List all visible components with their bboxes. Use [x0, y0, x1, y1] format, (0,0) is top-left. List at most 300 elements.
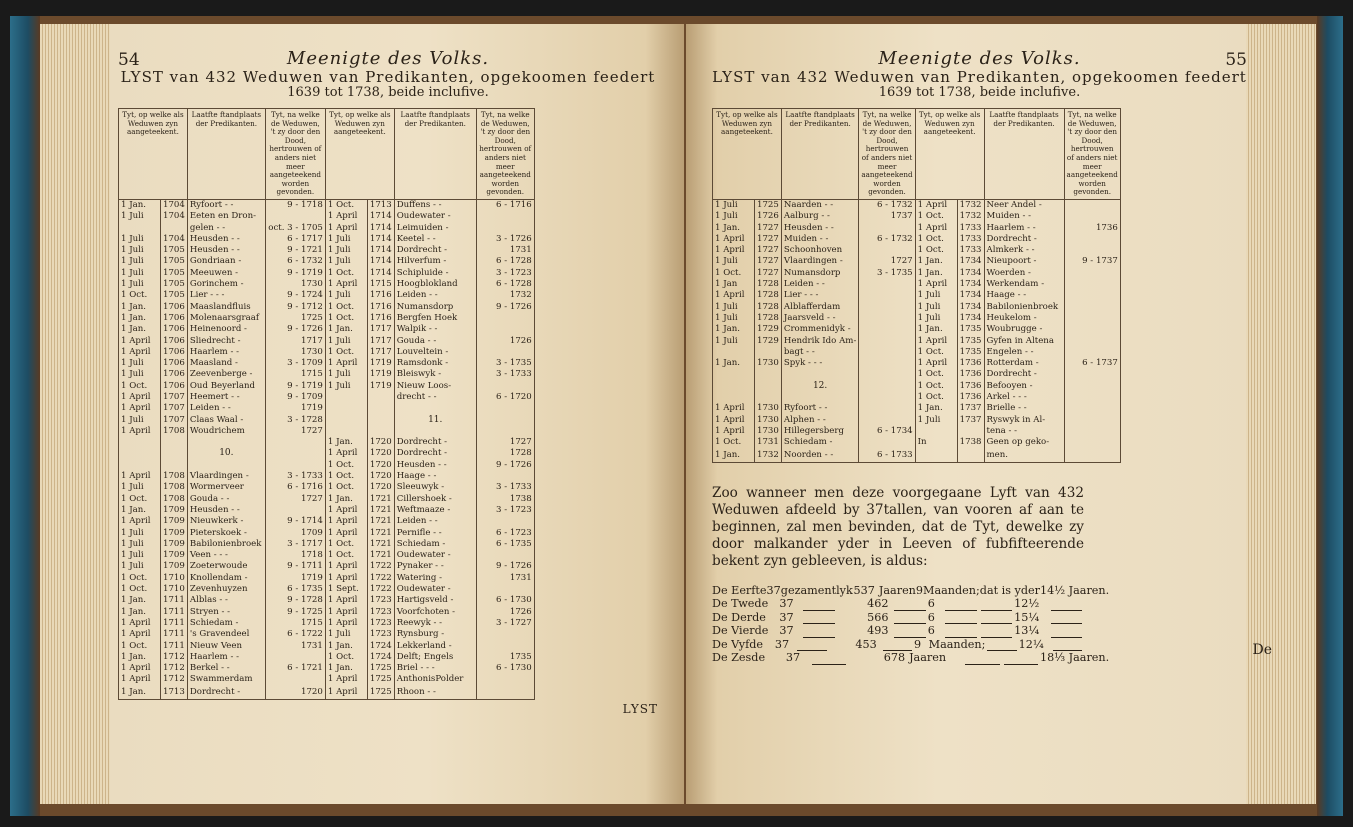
pastor-post: Cillershoek - [394, 494, 476, 505]
pastor-post: Pynaker - - [394, 561, 476, 572]
table-row [119, 313, 535, 324]
end-date [1064, 268, 1120, 279]
pastor-post: Hilverfum - [394, 256, 476, 267]
registered-year: 1717 [367, 336, 394, 347]
end-date [859, 290, 915, 301]
registered-date: 1 Juli [325, 256, 367, 267]
registered-year: 1724 [367, 652, 394, 663]
page-number: 54 [118, 50, 140, 70]
end-date: 1727 [859, 256, 915, 267]
registered-year: 1733 [957, 223, 984, 234]
registered-year: 1709 [161, 528, 188, 539]
registered-date: 1 Jan. [713, 358, 755, 369]
end-date: 1736 [1064, 223, 1120, 234]
registered-date: 1 Oct. [325, 539, 367, 550]
registered-year: 1734 [957, 302, 984, 313]
ditto-rule [1051, 611, 1082, 625]
end-date: 9 - 1726 [476, 302, 534, 313]
right-page-content [712, 24, 1247, 665]
left-page [40, 24, 684, 804]
summary-years: 493 [867, 624, 889, 638]
pastor-post: Hendrik Ido Am- [781, 336, 858, 347]
pastor-post: Duffens - - [394, 199, 476, 211]
pastor-post: Gyfen in Altena [984, 336, 1064, 347]
end-date [476, 686, 534, 700]
page-edges [1246, 24, 1316, 804]
pastor-post: Leiden - - [187, 403, 265, 414]
table-row [713, 448, 1121, 462]
end-date: 6 - 1732 [859, 234, 915, 245]
end-date: 1731 [265, 641, 325, 652]
registered-date: 1 Jan. [325, 437, 367, 448]
end-date [1064, 245, 1120, 256]
end-date: 1728 [476, 448, 534, 459]
registered-date: 1 Oct. [325, 302, 367, 313]
registered-year: 1722 [367, 584, 394, 595]
registered-year: 1720 [367, 437, 394, 448]
col-header-registered: Tyt, op welke als Weduwen zyn aangeteekent. [915, 109, 984, 200]
registered-date: 1 April [713, 426, 755, 437]
registered-date: 1 Oct. [915, 381, 957, 392]
end-date: 9 - 1726 [476, 460, 534, 471]
running-head [118, 24, 658, 70]
registered-year: 1714 [367, 223, 394, 234]
registered-date: 1 Jan. [325, 324, 367, 335]
pastor-post: Aalburg - - [781, 211, 858, 222]
pastor-post: Molenaarsgraaf [187, 313, 265, 324]
table-row [119, 256, 535, 267]
summary-month-unit: Maanden; [928, 637, 986, 651]
end-date: 9 - 1728 [265, 595, 325, 606]
pastor-post: Haage - - [394, 471, 476, 482]
registered-year: 1708 [161, 471, 188, 482]
registered-year [755, 392, 782, 403]
summary-count: 37 [779, 597, 794, 611]
table-row [119, 516, 535, 527]
pastor-post: Maaslandfluis [187, 302, 265, 313]
table-row [119, 652, 535, 663]
end-date [1064, 426, 1120, 437]
registered-year: 1734 [957, 268, 984, 279]
registered-year: 1714 [367, 211, 394, 222]
registered-date: 1 Juli [325, 336, 367, 347]
registered-year: 1713 [161, 686, 188, 700]
registered-year: 1708 [161, 482, 188, 493]
table-row [119, 629, 535, 640]
summary-average: 13¼ [1014, 624, 1040, 638]
registered-date: 1 Oct. [325, 313, 367, 324]
section-number: 12. [781, 381, 858, 392]
pastor-post: Knollendam - [187, 573, 265, 584]
registered-date: 1 April [915, 279, 957, 290]
summary-months: 9 [915, 583, 924, 597]
registered-year: 1706 [161, 369, 188, 380]
summary-unit: Jaaren [909, 651, 947, 665]
end-date: oct. 3 - 1705 [265, 223, 325, 234]
registered-date [119, 223, 161, 234]
list-title [712, 70, 1247, 100]
pastor-post: Sliedrecht - [187, 336, 265, 347]
pastor-post: Heusden - - [187, 234, 265, 245]
widows-table [712, 108, 1121, 463]
registered-date: 1 Juli [915, 313, 957, 324]
end-date: 3 - 1733 [265, 471, 325, 482]
table-row [713, 199, 1121, 211]
pastor-post: Leiden - - [394, 516, 476, 527]
table-row [119, 426, 535, 437]
end-date: 1726 [476, 336, 534, 347]
table-row [119, 618, 535, 629]
registered-year: 1709 [161, 539, 188, 550]
pastor-post: Babilonienbroek [984, 302, 1064, 313]
registered-date: 1 Oct. [325, 347, 367, 358]
summary-table [712, 583, 1110, 665]
end-date: 6 - 1721 [265, 663, 325, 674]
registered-year [367, 426, 394, 437]
registered-year: 1704 [161, 234, 188, 245]
registered-year [755, 369, 782, 380]
end-date: 3 - 1717 [265, 539, 325, 550]
end-date: 3 - 1723 [476, 268, 534, 279]
pastor-post: Crommenidyk - [781, 324, 858, 335]
end-date: 9 - 1711 [265, 561, 325, 572]
pastor-post: Delft; Engels [394, 652, 476, 663]
table-row [119, 460, 535, 471]
end-date: 9 - 1718 [265, 199, 325, 211]
pastor-post: Zeevenberge - [187, 369, 265, 380]
registered-year [755, 381, 782, 392]
ditto-rule [803, 611, 834, 625]
end-date: 9 - 1737 [1064, 256, 1120, 267]
end-date: 1732 [476, 290, 534, 301]
pastor-post: Gorinchem - [187, 279, 265, 290]
end-date: 1718 [265, 550, 325, 561]
table-row [119, 550, 535, 561]
end-date: 6 - 1716 [265, 482, 325, 493]
end-date [1064, 324, 1120, 335]
end-date: 3 - 1726 [476, 234, 534, 245]
registered-year: 1711 [161, 618, 188, 629]
registered-year: 1706 [161, 358, 188, 369]
summary-month-unit: Maanden; [923, 583, 980, 597]
pastor-post: Almkerk - - [984, 245, 1064, 256]
registered-date [713, 392, 755, 403]
pastor-post: Engelen - - [984, 347, 1064, 358]
registered-year: 1720 [367, 460, 394, 471]
end-date [859, 245, 915, 256]
col-header-post: Laatfte ftandplaats der Predikanten. [394, 109, 476, 200]
pastor-post: Rhoon - - [394, 686, 476, 700]
pastor-post: gelen - - [187, 223, 265, 234]
ditto-rule [945, 624, 976, 638]
end-date [1064, 403, 1120, 414]
registered-date: 1 Oct. [119, 573, 161, 584]
registered-date: 1 Oct. [713, 437, 755, 448]
pastor-post: Brielle - - [984, 403, 1064, 414]
registered-year: 1711 [161, 629, 188, 640]
end-date [265, 652, 325, 663]
pastor-post: Ryfoort - - [781, 403, 858, 414]
registered-year: 1738 [957, 437, 984, 448]
end-date: 6 - 1734 [859, 426, 915, 437]
table-row [713, 313, 1121, 324]
registered-year: 1728 [755, 279, 782, 290]
ditto-rule [894, 597, 925, 611]
table-row [119, 448, 535, 459]
registered-year: 1723 [367, 618, 394, 629]
table-row [713, 426, 1121, 437]
col-header-post: Laatfte ftandplaats der Predikanten. [781, 109, 858, 200]
pastor-post: Hartigsveld - [394, 595, 476, 606]
summary-row [712, 624, 1084, 638]
registered-year: 1709 [161, 550, 188, 561]
end-date [1064, 448, 1120, 462]
end-date: 9 - 1726 [476, 561, 534, 572]
pastor-post [781, 369, 858, 380]
pastor-post: Gouda - - [394, 336, 476, 347]
end-date: 6 - 1728 [476, 256, 534, 267]
table-row [713, 415, 1121, 426]
registered-year: 1711 [161, 607, 188, 618]
registered-date: 1 April [915, 223, 957, 234]
pastor-post: Oudewater - [394, 584, 476, 595]
registered-date: 1 Jan. [325, 641, 367, 652]
table-row [119, 471, 535, 482]
registered-year: 1733 [957, 234, 984, 245]
registered-date: 1 Oct. [325, 482, 367, 493]
pastor-post: Zevenhuyzen [187, 584, 265, 595]
pastor-post: Nieuw Veen [187, 641, 265, 652]
registered-year: 1721 [367, 550, 394, 561]
table-row [713, 234, 1121, 245]
registered-date: 1 Jan. [915, 403, 957, 414]
pastor-post [187, 437, 265, 448]
registered-year: 1713 [367, 199, 394, 211]
registered-date [713, 369, 755, 380]
registered-date: 1 Oct. [325, 652, 367, 663]
registered-date: 1 Juli [119, 245, 161, 256]
end-date [859, 279, 915, 290]
end-date: 3 - 1733 [476, 482, 534, 493]
registered-year: 1716 [367, 290, 394, 301]
registered-year: 1720 [367, 448, 394, 459]
registered-year: 1721 [367, 528, 394, 539]
summary-average: 12¼ [1018, 637, 1044, 651]
table-row [119, 403, 535, 414]
table-row [119, 494, 535, 505]
pastor-post: Walpik - - [394, 324, 476, 335]
table-row [713, 358, 1121, 369]
registered-date: 1 Jan. [713, 448, 755, 462]
pastor-post: Vlaardingen - [187, 471, 265, 482]
end-date [859, 302, 915, 313]
end-date: 6 - 1728 [476, 279, 534, 290]
registered-year: 1710 [161, 584, 188, 595]
registered-year: 1706 [161, 336, 188, 347]
registered-date [119, 437, 161, 448]
registered-year: 1719 [367, 369, 394, 380]
col-header-end: Tyt, na welke de Weduwen, 't zy door den Dood, hertrouwen of anders niet meer aangeteekend worden gevonden. [265, 109, 325, 200]
registered-date: 1 April [119, 392, 161, 403]
registered-year: 1736 [957, 392, 984, 403]
table-row [119, 415, 535, 426]
table-body [713, 199, 1121, 462]
pastor-post: Naarden - - [781, 199, 858, 211]
end-date [476, 471, 534, 482]
end-date [476, 324, 534, 335]
table-row [119, 663, 535, 674]
end-date: 6 - 1735 [265, 584, 325, 595]
table-row [119, 607, 535, 618]
end-date: 6 - 1723 [476, 528, 534, 539]
registered-date: 1 Oct. [915, 234, 957, 245]
registered-date: 1 Jan. [119, 324, 161, 335]
end-date [265, 505, 325, 516]
ditto-rule [965, 651, 999, 665]
pastor-post [394, 426, 476, 437]
table-row [119, 234, 535, 245]
table-row [119, 539, 535, 550]
pastor-post: Dordrecht - [394, 437, 476, 448]
summary-row [712, 597, 1084, 611]
registered-year: 1719 [367, 358, 394, 369]
registered-date: 1 April [119, 663, 161, 674]
pastor-post: Heukelom - [984, 313, 1064, 324]
right-page [686, 24, 1316, 804]
end-date [476, 641, 534, 652]
summary-unit: Jaaren [878, 583, 916, 597]
registered-date: 1 Oct. [325, 268, 367, 279]
end-date [859, 437, 915, 448]
registered-date: 1 Oct. [915, 369, 957, 380]
summary-word: dat is yder [979, 583, 1040, 597]
end-date: 1715 [265, 369, 325, 380]
pastor-post: drecht - - [394, 392, 476, 403]
pastor-post: Dordrecht - [984, 369, 1064, 380]
end-date: 1738 [476, 494, 534, 505]
summary-label: De Derde [712, 610, 766, 624]
end-date: 9 - 1724 [265, 290, 325, 301]
registered-year: 1728 [755, 290, 782, 301]
end-date: 9 - 1712 [265, 302, 325, 313]
registered-year: 1723 [367, 595, 394, 606]
registered-date: 1 April [915, 199, 957, 211]
registered-date: 1 Juli [119, 268, 161, 279]
end-date [476, 516, 534, 527]
ditto-rule [894, 611, 925, 625]
pastor-post: Gondriaan - [187, 256, 265, 267]
registered-date: 1 Juli [325, 381, 367, 392]
table-row [119, 268, 535, 279]
pastor-post: Heemert - - [187, 392, 265, 403]
pastor-post: Werkendam - [984, 279, 1064, 290]
pastor-post: Gouda - - [187, 494, 265, 505]
registered-year: 1719 [367, 381, 394, 392]
registered-date: 1 April [119, 336, 161, 347]
registered-date: 1 April [119, 426, 161, 437]
summary-years: 462 [867, 597, 889, 611]
end-date: 9 - 1721 [265, 245, 325, 256]
registered-date: 1 Juli [713, 256, 755, 267]
registered-date: 1 Oct. [119, 381, 161, 392]
registered-year: 1728 [755, 313, 782, 324]
end-date: 9 - 1719 [265, 381, 325, 392]
pastor-post: Dordrecht - [394, 448, 476, 459]
pastor-post: Pieterskoek - [187, 528, 265, 539]
registered-date [915, 448, 957, 462]
summary-years: 678 [883, 651, 906, 665]
registered-year: 1706 [161, 324, 188, 335]
registered-year: 1725 [367, 686, 394, 700]
end-date: 1719 [265, 403, 325, 414]
registered-date: 1 Juli [325, 369, 367, 380]
end-date [1064, 347, 1120, 358]
registered-year: 1707 [161, 392, 188, 403]
summary-average: 18⅓ Jaaren. [1040, 651, 1110, 665]
pastor-post: Haarlem - - [187, 347, 265, 358]
registered-date: 1 Oct. [713, 268, 755, 279]
registered-date: 1 April [325, 223, 367, 234]
registered-year [161, 460, 188, 471]
ditto-rule [1053, 638, 1082, 652]
end-date: 1730 [265, 279, 325, 290]
pastor-post: Neer Andel - [984, 199, 1064, 211]
end-date: 6 - 1716 [476, 199, 534, 211]
end-date [859, 336, 915, 347]
registered-date: 1 Oct. [325, 471, 367, 482]
table-row [119, 290, 535, 301]
registered-date [325, 403, 367, 414]
registered-year [957, 448, 984, 462]
end-date [265, 448, 325, 459]
table-row [119, 245, 535, 256]
end-date: 3 - 1735 [476, 358, 534, 369]
end-date: 6 - 1737 [1064, 358, 1120, 369]
end-date [1064, 415, 1120, 426]
ditto-rule [981, 597, 1012, 611]
registered-year: 1708 [161, 426, 188, 437]
pastor-post: Briel - - - [394, 663, 476, 674]
end-date: 9 - 1709 [265, 392, 325, 403]
pastor-post: Rotterdam - [984, 358, 1064, 369]
registered-date: 1 April [325, 686, 367, 700]
table-row [713, 324, 1121, 335]
pastor-post [187, 460, 265, 471]
registered-date: 1 Jan. [325, 494, 367, 505]
end-date: 3 - 1733 [476, 369, 534, 380]
pastor-post: Haarlem - - [187, 652, 265, 663]
registered-date: 1 April [325, 561, 367, 572]
ditto-rule [1051, 597, 1082, 611]
ditto-rule [1051, 624, 1082, 638]
registered-date: 1 Oct. [915, 347, 957, 358]
registered-date: 1 Juli [713, 211, 755, 222]
registered-year: 1722 [367, 561, 394, 572]
registered-year [367, 392, 394, 403]
registered-year: 1732 [755, 448, 782, 462]
summary-row [712, 583, 1110, 598]
registered-date: 1 Jan. [119, 686, 161, 700]
registered-date: 1 April [325, 279, 367, 290]
registered-date: 1 Oct. [119, 641, 161, 652]
ditto-rule [945, 597, 976, 611]
registered-date: 1 April [119, 516, 161, 527]
end-date [1064, 437, 1120, 448]
end-date: 6 - 1722 [265, 629, 325, 640]
registered-date: 1 Jan. [915, 324, 957, 335]
registered-year: 1727 [755, 234, 782, 245]
pastor-post: Dordrecht - [394, 245, 476, 256]
